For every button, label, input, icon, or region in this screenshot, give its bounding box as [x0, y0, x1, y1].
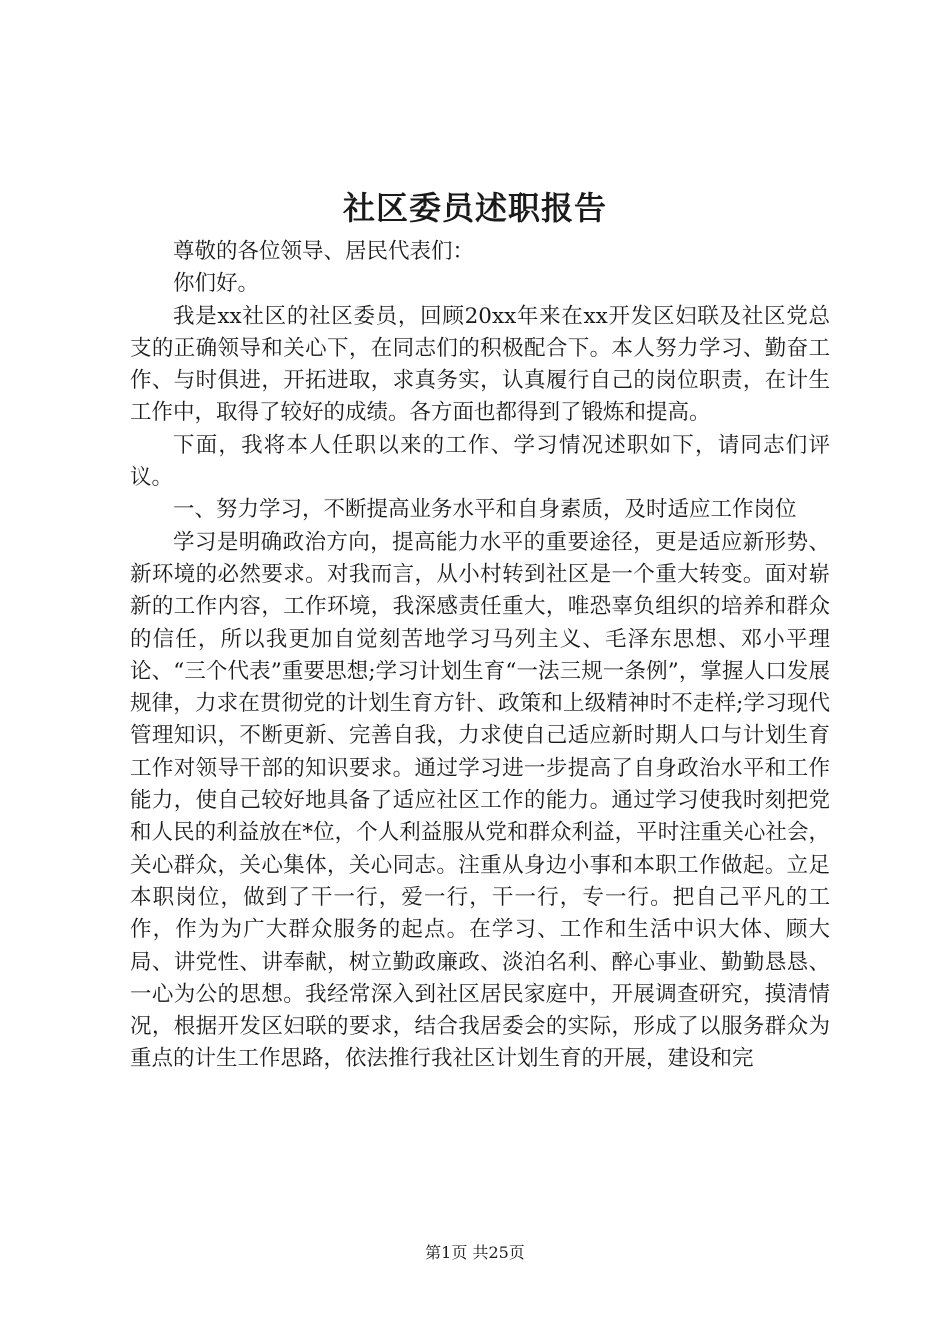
section-heading-1: 一、努力学习，不断提高业务水平和自身素质，及时适应工作岗位	[173, 497, 797, 523]
greeting: 你们好。	[173, 271, 260, 297]
document-body	[130, 236, 830, 1076]
body-paragraph-overview: 下面，我将本人任职以来的工作、学习情况述职如下，请同志们评议。	[130, 432, 830, 491]
salutation: 尊敬的各位领导、居民代表们：	[173, 239, 475, 264]
body-paragraph-intro: 我是xx社区的社区委员，回顾20xx年来在xx开发区妇联及社区党总支的正确领导和关心下，在同志们的积极配合下。本人努力学习、勤奋工作、与时俱进，开拓进取，求真务实，认真履行自己的岗位职责，在计生工作中，取得了较好的成绩。各方面也都得到了锻炼和提高。	[130, 303, 830, 426]
document-title: 社区委员述职报告	[342, 189, 607, 227]
body-paragraph-study: 学习是明确政治方向，提高能力水平的重要途径，更是适应新形势、新环境的必然要求。对我而言，从小村转到社区是一个重大转变。面对崭新的工作内容，工作环境，我深感责任重大，唯恐辜负组织的培养和群众的信任，所以我更加自觉刻苦地学习马列主义、毛泽东思想、邓小平理论、“三个代表”重要思想;学习计划生育“一法三规一条例”，掌握人口发展规律，力求在贯彻党的计划生育方针、政策和上级精神时不走样;学习现代管理知识，不断更新、完善自我，力求使自己适应新时期人口与计划生育工作对领导干部的知识要求。通过学习进一步提高了自身政治水平和工作能力，使自己较好地具备了适应社区工作的能力。通过学习使我时刻把党和人民的利益放在*位，个人利益服从党和群众利益，平时注重关心社会，关心群众，关心集体，关心同志。注重从身边小事和本职工作做起。立足本职岗位，做到了干一行，爱一行，干一行，专一行。把自己平凡的工作，作为为广大群众服务的起点。在学习、工作和生活中识大体、顾大局、讲党性、讲奉献，树立勤政廉政、淡泊名利、醉心事业、勤勤恳恳、一心为公的思想。我经常深入到社区居民家庭中，开展调查研究，摸清情况，根据开发区妇联的要求，结合我居委会的实际，形成了以服务群众为重点的计生工作思路，依法推行我社区计划生育的开展，建设和完	[130, 529, 830, 1072]
page-number-footer: 第1页 共25页	[425, 1243, 525, 1262]
